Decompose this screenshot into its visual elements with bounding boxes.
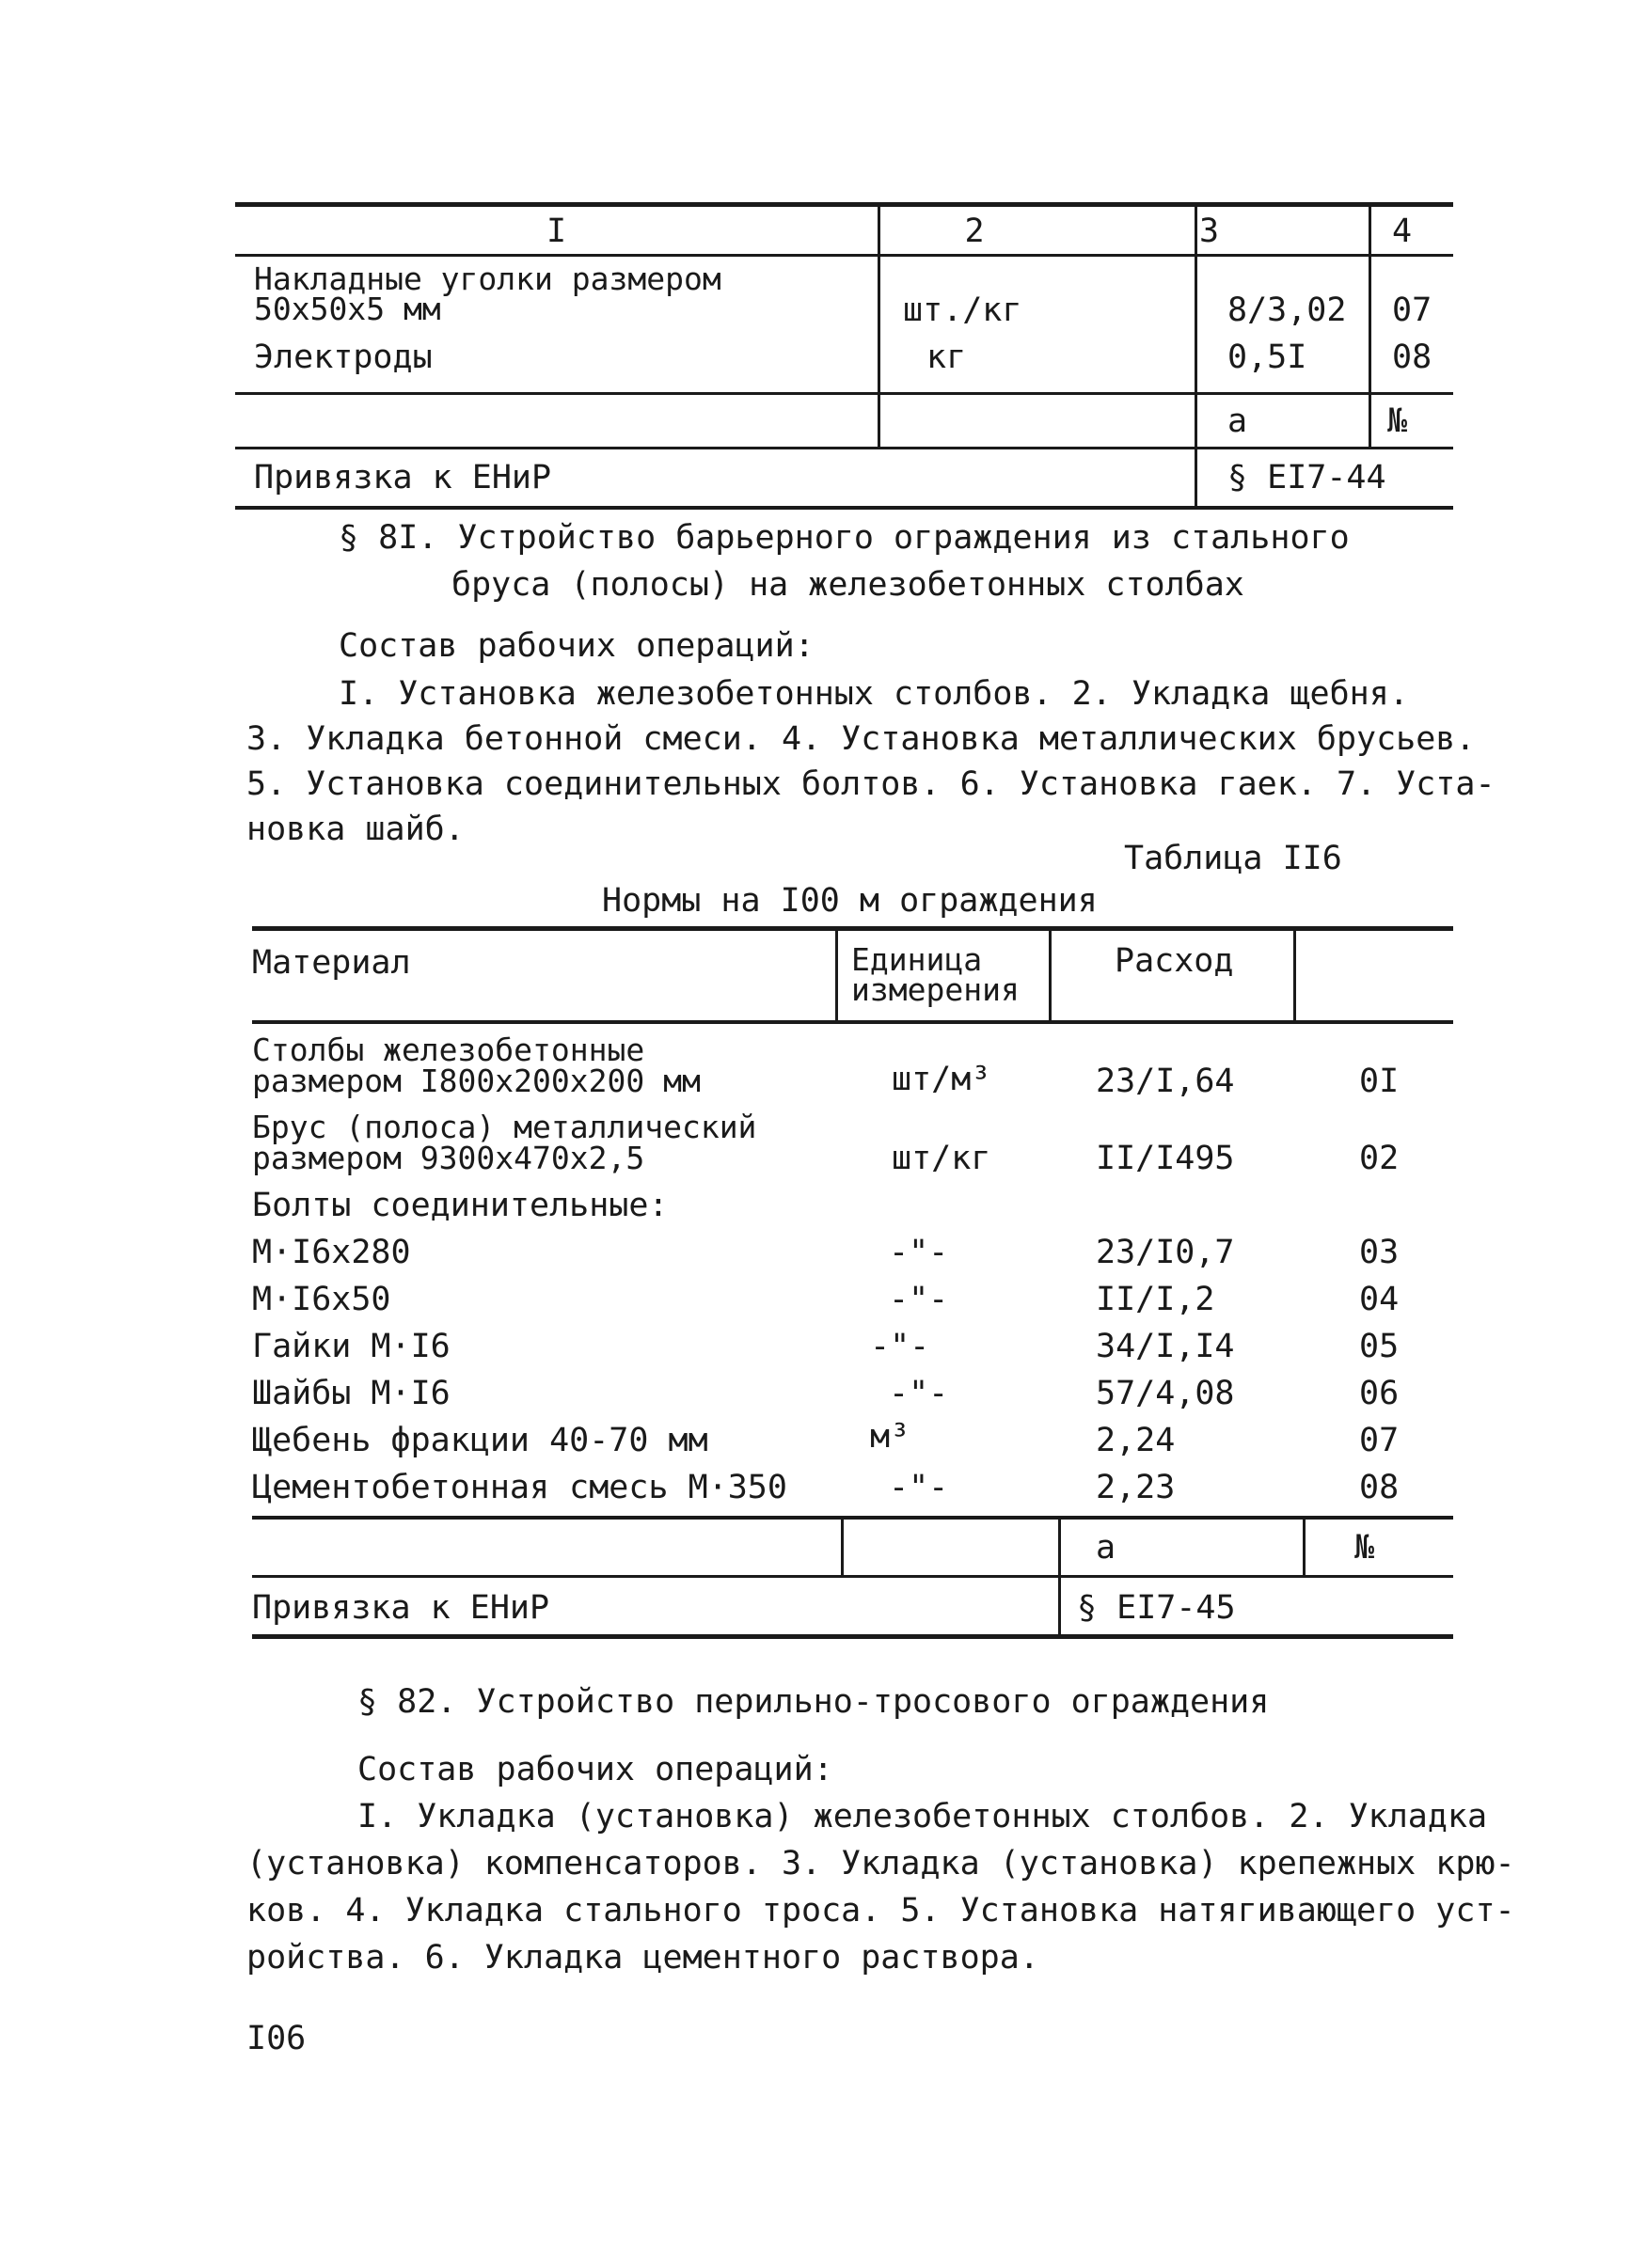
row-value: 8/3,02 xyxy=(1227,291,1347,329)
page-number: I06 xyxy=(246,2020,307,2057)
row-code: 04 xyxy=(1359,1281,1400,1318)
row-unit: -"- xyxy=(889,1234,949,1271)
section-title-cont: бруса (полосы) на железобетонных столбах xyxy=(451,566,1244,604)
row-subheading: Болты соединительные: xyxy=(252,1187,669,1224)
row-code: 02 xyxy=(1359,1140,1400,1177)
row-unit: шт./кг xyxy=(903,291,1022,329)
section-title: § 82. Устройство перильно-тросового ограждения xyxy=(357,1683,1270,1721)
row-unit: -"- xyxy=(889,1281,949,1318)
row-code: 03 xyxy=(1359,1234,1400,1271)
row-name: Щебень фракции 40-70 мм xyxy=(252,1422,708,1459)
row-unit: м³ xyxy=(870,1418,910,1456)
row-code: 08 xyxy=(1359,1469,1400,1506)
row-name: Столбы железобетонные xyxy=(252,1032,645,1068)
col-header-3: 3 xyxy=(1199,213,1220,250)
row-value: 57/4,08 xyxy=(1096,1375,1235,1412)
row-name: Цементобетонная смесь М·350 xyxy=(252,1469,787,1506)
section-title: § 8I. Устройство барьерного ограждения из стального xyxy=(339,519,1350,557)
ops-line: новка шайб. xyxy=(246,811,465,848)
row-unit: кг xyxy=(926,339,967,376)
col-header-4: 4 xyxy=(1392,213,1413,250)
col-header-2: 2 xyxy=(964,213,985,250)
row-code: 08 xyxy=(1392,339,1432,376)
row-value: 0,5I xyxy=(1227,339,1307,376)
col-header-1: I xyxy=(546,213,567,250)
row-name: Брус (полоса) металлический xyxy=(252,1109,757,1145)
row-name: М·I6x50 xyxy=(252,1281,391,1318)
footer-a: а xyxy=(1096,1529,1116,1567)
row-value: 2,24 xyxy=(1096,1422,1176,1459)
header-consumption: Расход xyxy=(1115,942,1234,980)
row-value: II/I495 xyxy=(1096,1140,1235,1177)
header-unit: Единица xyxy=(851,941,983,978)
row-name: Накладные уголки размером xyxy=(254,260,721,297)
header-unit-cont: измерения xyxy=(851,971,1020,1008)
ops-line: ройства. 6. Укладка цементного раствора. xyxy=(246,1939,1039,1977)
table-caption: Нормы на I00 м ограждения xyxy=(602,882,1098,920)
row-name-cont: размером 9300x470x2,5 xyxy=(252,1140,645,1176)
row-unit: -"- xyxy=(889,1375,949,1412)
row-code: 06 xyxy=(1359,1375,1400,1412)
row-name-cont: 50x50x5 мм xyxy=(254,291,441,327)
row-code: 0I xyxy=(1359,1063,1400,1100)
row-name: М·I6x280 xyxy=(252,1234,411,1271)
ops-line: ков. 4. Укладка стального троса. 5. Установка натягивающего уст- xyxy=(246,1892,1515,1929)
footer-no: № xyxy=(1387,402,1408,440)
ops-line: I. Установка железобетонных столбов. 2. Укладка щебня. xyxy=(339,675,1409,713)
row-unit: шт/кг xyxy=(892,1140,991,1177)
binding-label: Привязка к ЕНиР xyxy=(254,459,552,496)
row-name: Гайки М·I6 xyxy=(252,1328,451,1365)
row-code: 05 xyxy=(1359,1328,1400,1365)
ops-line: 3. Укладка бетонной смеси. 4. Установка металлических брусьев. xyxy=(246,720,1476,758)
row-unit: шт/м³ xyxy=(892,1061,991,1098)
row-value: 34/I,I4 xyxy=(1096,1328,1235,1365)
binding-label: Привязка к ЕНиР xyxy=(252,1589,550,1627)
binding-ref: § ЕI7-45 xyxy=(1077,1589,1236,1627)
row-value: 2,23 xyxy=(1096,1469,1176,1506)
table-number: Таблица II6 xyxy=(1124,840,1342,877)
ops-line: I. Укладка (установка) железобетонных столбов. 2. Укладка xyxy=(357,1798,1488,1835)
row-value: 23/I,64 xyxy=(1096,1063,1235,1100)
row-code: 07 xyxy=(1359,1422,1400,1459)
ops-line: (установка) компенсаторов. 3. Укладка (установка) крепежных крю- xyxy=(246,1845,1515,1882)
row-unit: -"- xyxy=(889,1469,949,1506)
row-name: Электроды xyxy=(254,339,433,376)
ops-line: 5. Установка соединительных болтов. 6. Установка гаек. 7. Уста- xyxy=(246,765,1496,803)
binding-ref: § ЕI7-44 xyxy=(1227,459,1386,496)
ops-heading: Состав рабочих операций: xyxy=(339,627,815,665)
ops-heading: Состав рабочих операций: xyxy=(357,1751,833,1788)
row-name: Шайбы М·I6 xyxy=(252,1375,451,1412)
footer-a: а xyxy=(1227,402,1248,440)
row-code: 07 xyxy=(1392,291,1432,329)
footer-no: № xyxy=(1354,1529,1375,1567)
header-material: Материал xyxy=(252,944,411,982)
row-unit: -"- xyxy=(870,1328,930,1365)
row-value: II/I,2 xyxy=(1096,1281,1215,1318)
row-name-cont: размером I800x200x200 мм xyxy=(252,1063,701,1099)
row-value: 23/I0,7 xyxy=(1096,1234,1235,1271)
